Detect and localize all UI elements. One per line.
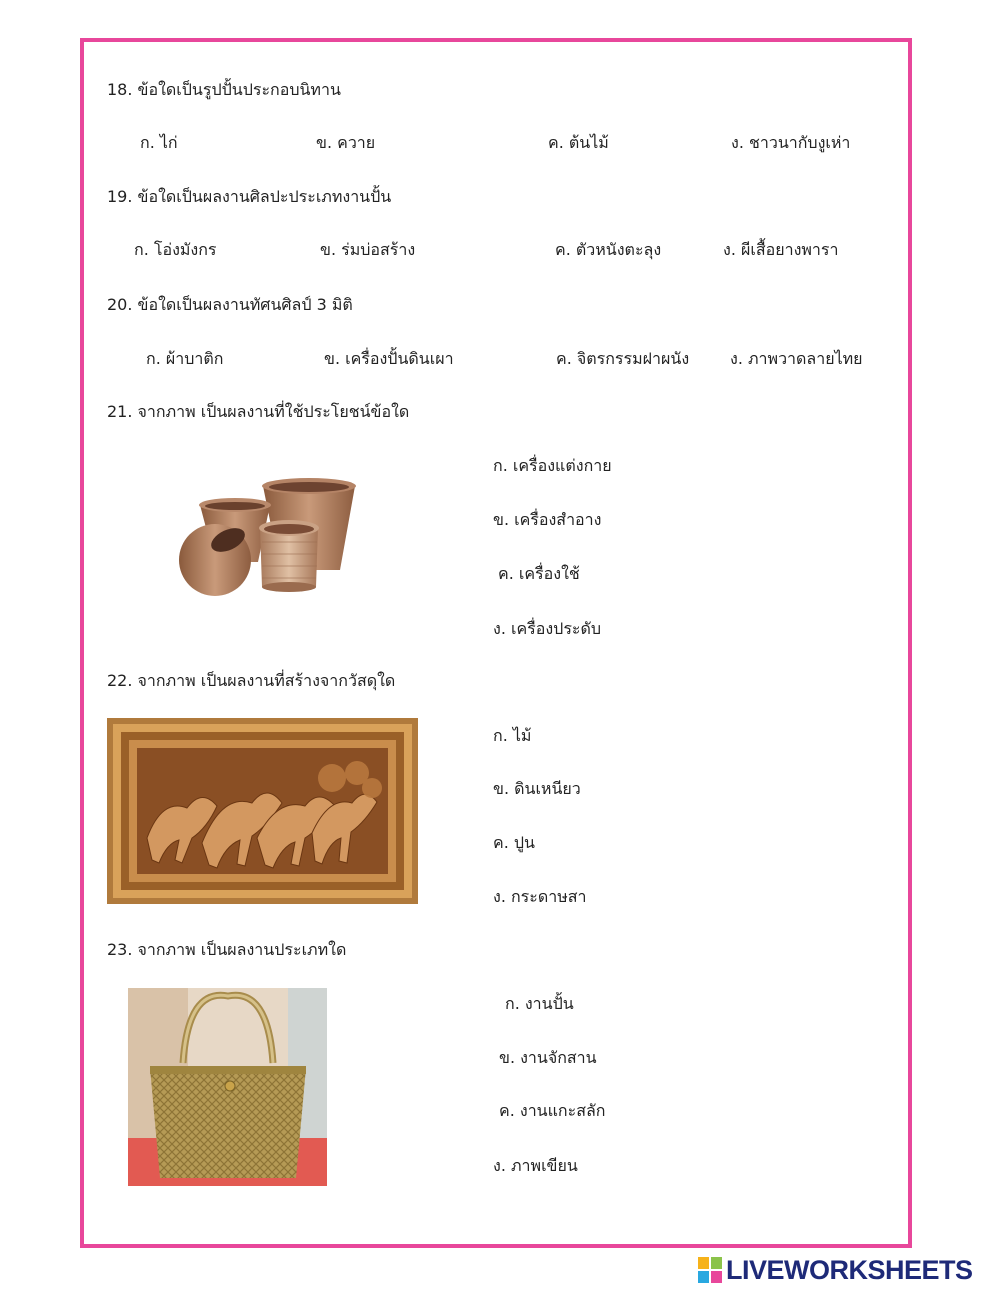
q20-option-d[interactable]: ง. ภาพวาดลายไทย (730, 349, 863, 368)
q20-option-b[interactable]: ข. เครื่องปั้นดินเผา (324, 349, 454, 368)
question-19: 19. ข้อใดเป็นผลงานศิลปะประเภทงานปั้น (107, 187, 392, 206)
q19-option-d[interactable]: ง. ผีเสื้อยางพารา (723, 240, 839, 259)
q23-option-d[interactable]: ง. ภาพเขียน (493, 1156, 578, 1175)
q18-option-c[interactable]: ค. ต้นไม้ (548, 133, 609, 152)
q22-option-c[interactable]: ค. ปูน (493, 833, 535, 852)
q19-option-a[interactable]: ก. โอ่งมังกร (134, 240, 217, 259)
question-23: 23. จากภาพ เป็นผลงานประเภทใด (107, 940, 347, 959)
carved-horses-panel (107, 718, 418, 904)
liveworksheets-logo-text: LIVEWORKSHEETS (726, 1255, 973, 1285)
q23-option-b[interactable]: ข. งานจักสาน (499, 1048, 597, 1067)
liveworksheets-logo[interactable] (698, 1255, 973, 1285)
woven-bag-photo (128, 988, 327, 1186)
pottery-illustration (170, 470, 370, 600)
question-20: 20. ข้อใดเป็นผลงานทัศนศิลป์ 3 มิติ (107, 295, 353, 314)
q23-option-a[interactable]: ก. งานปั้น (505, 994, 574, 1013)
q23-option-c[interactable]: ค. งานแกะสลัก (499, 1101, 606, 1120)
q21-option-d[interactable]: ง. เครื่องประดับ (493, 619, 602, 638)
question-21: 21. จากภาพ เป็นผลงานที่ใช้ประโยชน์ข้อใด (107, 402, 410, 421)
q20-option-c[interactable]: ค. จิตรกรรมฝาผนัง (556, 349, 690, 368)
q22-option-a[interactable]: ก. ไม้ (493, 726, 532, 745)
q22-option-d[interactable]: ง. กระดาษสา (493, 887, 587, 906)
q22-option-b[interactable]: ข. ดินเหนียว (493, 779, 581, 798)
wood-carving-image (107, 718, 418, 904)
q19-option-c[interactable]: ค. ตัวหนังตะลุง (555, 240, 662, 259)
q21-option-c[interactable]: ค. เครื่องใช้ (498, 564, 580, 583)
q18-option-b[interactable]: ข. ควาย (316, 133, 376, 152)
q18-option-a[interactable]: ก. ไก่ (140, 133, 178, 152)
q21-option-b[interactable]: ข. เครื่องสำอาง (493, 510, 602, 529)
q18-option-d[interactable]: ง. ชาวนากับงูเห่า (731, 133, 851, 152)
woven-bag-image (128, 988, 327, 1186)
liveworksheets-logo-icon (698, 1257, 722, 1283)
q21-option-a[interactable]: ก. เครื่องแต่งกาย (493, 456, 612, 475)
question-18: 18. ข้อใดเป็นรูปปั้นประกอบนิทาน (107, 80, 341, 99)
q20-option-a[interactable]: ก. ผ้าบาติก (146, 349, 224, 368)
q19-option-b[interactable]: ข. ร่มบ่อสร้าง (320, 240, 416, 259)
question-22: 22. จากภาพ เป็นผลงานที่สร้างจากวัสดุใด (107, 671, 396, 690)
pottery-image (170, 470, 370, 600)
